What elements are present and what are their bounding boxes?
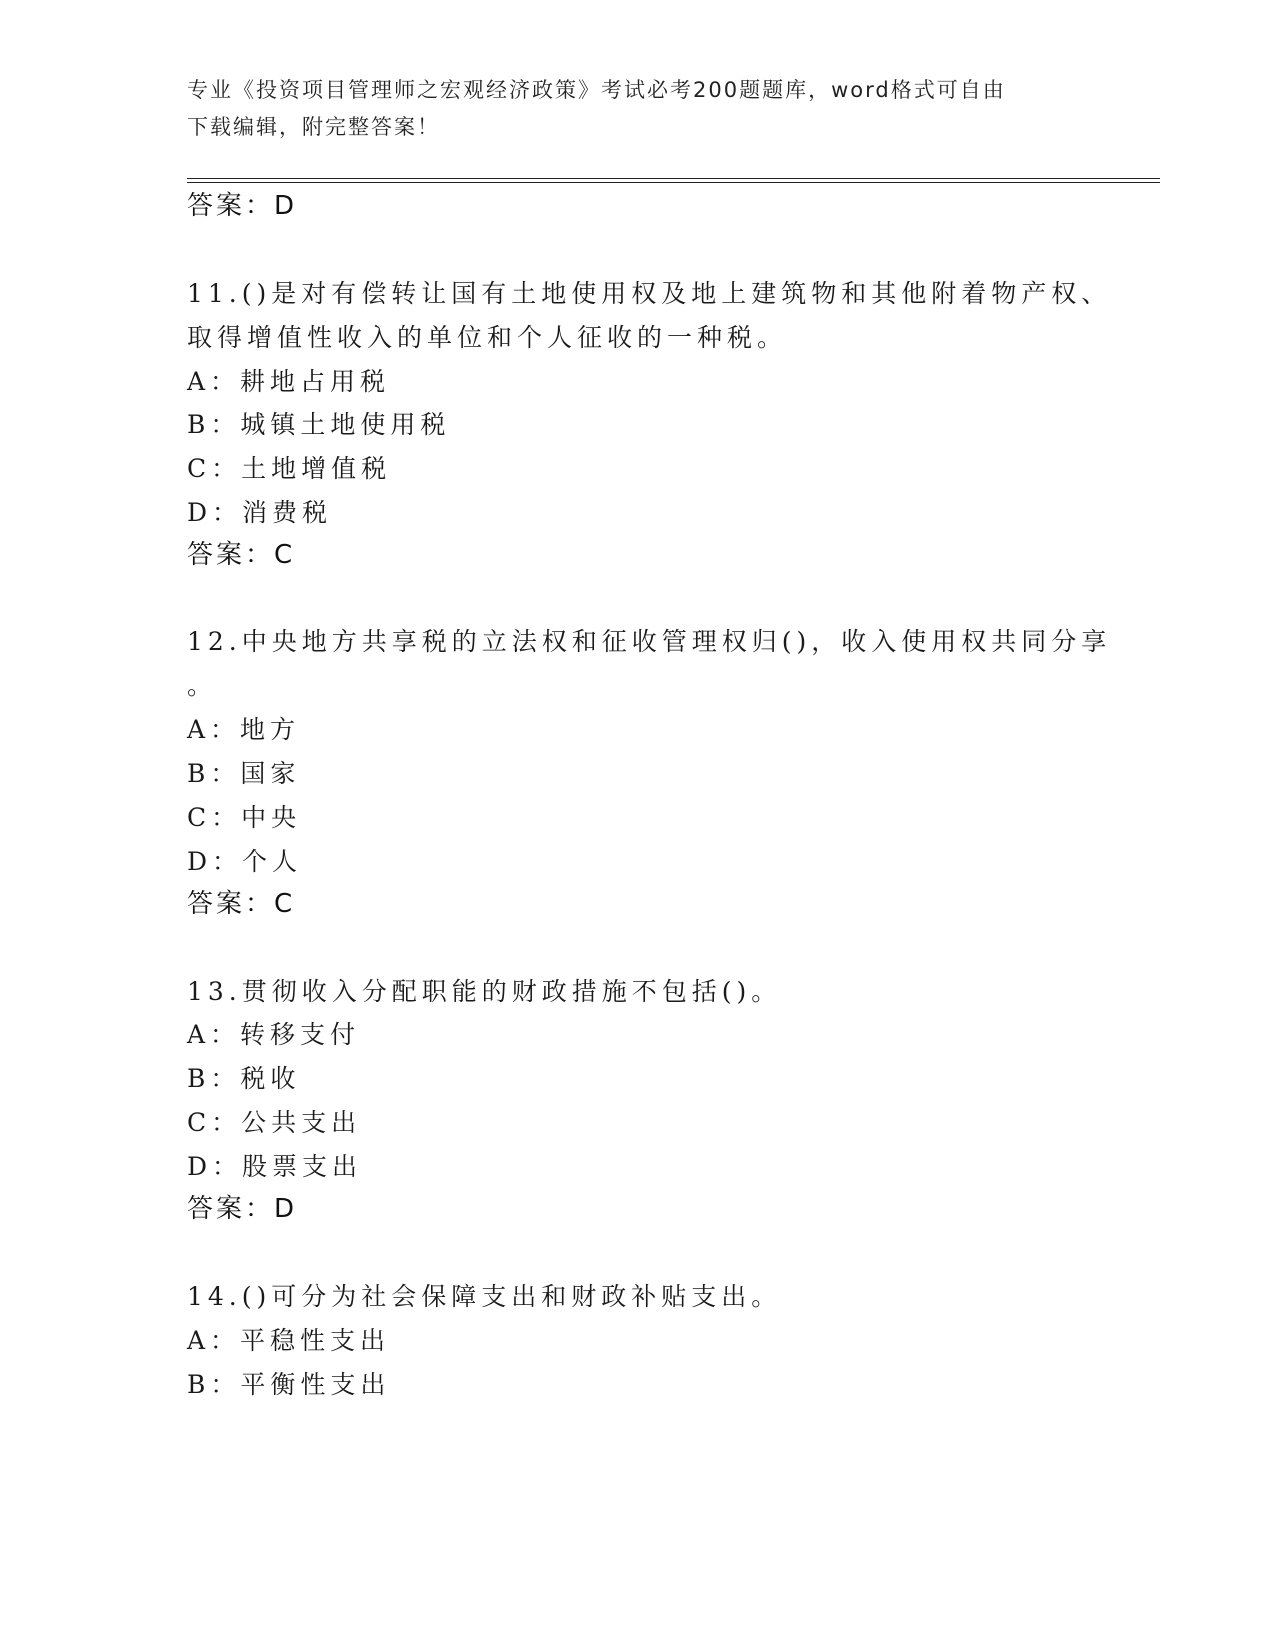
option-d: D：消费税 <box>187 498 333 527</box>
option-c: C：土地增值税 <box>187 454 392 483</box>
option-a: A：地方 <box>187 715 301 744</box>
question-stem-continued: 。 <box>187 671 218 700</box>
option-b: B：城镇土地使用税 <box>187 410 451 439</box>
option-c: C：中央 <box>187 803 302 832</box>
answer-line: 答案：D <box>187 191 298 221</box>
header-line-2: 下载编辑，附完整答案！ <box>187 115 440 139</box>
option-c: C：公共支出 <box>187 1108 362 1137</box>
option-a: A：平稳性支出 <box>187 1326 391 1355</box>
option-d: D：股票支出 <box>187 1152 363 1181</box>
header-divider <box>187 178 1160 183</box>
question-stem: 11.()是对有偿转让国有土地使用权及地上建筑物和其他附着物产权、 <box>187 279 1112 308</box>
option-a: A：转移支付 <box>187 1020 361 1049</box>
question-stem: 14.()可分为社会保障支出和财政补贴支出。 <box>187 1282 782 1311</box>
question-stem: 13.贯彻收入分配职能的财政措施不包括()。 <box>187 977 782 1006</box>
question-stem: 12.中央地方共享税的立法权和征收管理权归()，收入使用权共同分享 <box>187 627 1112 656</box>
option-d: D：个人 <box>187 847 303 876</box>
option-b: B：税收 <box>187 1064 301 1093</box>
answer-line: 答案：C <box>187 540 296 570</box>
option-b: B：平衡性支出 <box>187 1370 391 1399</box>
answer-line: 答案：D <box>187 1194 298 1224</box>
question-stem-continued: 取得增值性收入的单位和个人征收的一种税。 <box>187 323 788 352</box>
header-line-1: 专业《投资项目管理师之宏观经济政策》考试必考200题题库，word格式可自由 <box>187 78 1006 102</box>
answer-line: 答案：C <box>187 889 296 919</box>
option-b: B：国家 <box>187 759 301 788</box>
option-a: A：耕地占用税 <box>187 367 391 396</box>
header-text <box>187 72 1087 146</box>
